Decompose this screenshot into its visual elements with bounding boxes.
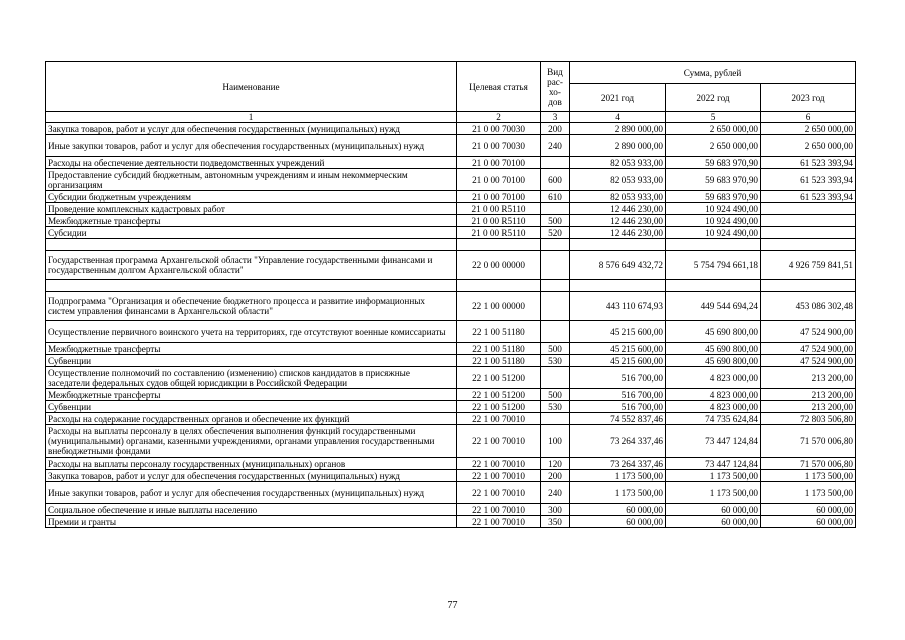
row-value-2023: 453 086 302,48 xyxy=(761,292,856,321)
header-name: Наименование xyxy=(46,62,457,112)
table-row xyxy=(46,389,856,401)
row-type: 520 xyxy=(541,227,570,239)
row-type: 530 xyxy=(541,401,570,413)
row-value-2021: 12 446 230,00 xyxy=(570,215,666,227)
row-value-2021: 74 552 837,46 xyxy=(570,413,666,425)
row-value-2022 xyxy=(666,280,761,292)
table-row xyxy=(46,425,856,458)
table-row xyxy=(46,413,856,425)
row-type: 610 xyxy=(541,191,570,203)
row-name: Субвенции xyxy=(46,401,457,413)
table-row xyxy=(46,321,856,343)
row-value-2023: 2 650 000,00 xyxy=(761,123,856,135)
row-value-2021: 82 053 933,00 xyxy=(570,169,666,191)
row-name: Предоставление субсидий бюджетным, автономным учреждениям и иным некоммерческим организациям xyxy=(46,169,457,191)
row-type: 200 xyxy=(541,123,570,135)
row-name xyxy=(46,239,457,251)
row-value-2022: 45 690 800,00 xyxy=(666,355,761,367)
row-name: Расходы на выплаты персоналу в целях обеспечения выполнения функций государственными (муниципальными) органами, казенными учреждениями, органами управления государственными внебюджетными фондами xyxy=(46,425,457,458)
row-type xyxy=(541,203,570,215)
row-value-2021: 2 890 000,00 xyxy=(570,135,666,157)
row-type: 100 xyxy=(541,425,570,458)
row-name: Межбюджетные трансферты xyxy=(46,215,457,227)
table-row xyxy=(46,516,856,528)
row-type: 200 xyxy=(541,470,570,482)
row-value-2023: 72 803 506,80 xyxy=(761,413,856,425)
row-type xyxy=(541,157,570,169)
row-code: 22 1 00 70010 xyxy=(457,425,541,458)
row-code: 22 0 00 00000 xyxy=(457,251,541,280)
table-row-empty xyxy=(46,280,856,292)
row-value-2023 xyxy=(761,203,856,215)
table-row xyxy=(46,191,856,203)
row-name: Субвенции xyxy=(46,355,457,367)
row-code: 22 1 00 70010 xyxy=(457,482,541,504)
row-value-2022: 1 173 500,00 xyxy=(666,470,761,482)
row-code: 21 0 00 70100 xyxy=(457,169,541,191)
row-type xyxy=(541,367,570,389)
header-sum: Сумма, рублей xyxy=(570,62,856,84)
row-value-2021: 82 053 933,00 xyxy=(570,157,666,169)
row-type xyxy=(541,292,570,321)
row-value-2022: 60 000,00 xyxy=(666,516,761,528)
row-value-2023: 60 000,00 xyxy=(761,516,856,528)
row-value-2023: 71 570 006,80 xyxy=(761,458,856,470)
column-number: 5 xyxy=(666,112,761,123)
row-value-2022: 73 447 124,84 xyxy=(666,458,761,470)
row-name: Подпрограмма "Организация и обеспечение бюджетного процесса и развитие информационных систем управления финансами в Архангельской области" xyxy=(46,292,457,321)
row-code: 22 1 00 70010 xyxy=(457,413,541,425)
row-code: 21 0 00 R5110 xyxy=(457,227,541,239)
row-value-2021: 8 576 649 432,72 xyxy=(570,251,666,280)
row-value-2023: 2 650 000,00 xyxy=(761,135,856,157)
row-name xyxy=(46,280,457,292)
row-value-2022: 45 690 800,00 xyxy=(666,343,761,355)
row-value-2021: 73 264 337,46 xyxy=(570,458,666,470)
row-value-2022: 59 683 970,90 xyxy=(666,169,761,191)
row-value-2022: 4 823 000,00 xyxy=(666,367,761,389)
row-value-2022: 59 683 970,90 xyxy=(666,191,761,203)
header-type: Вид рас-хо-дов xyxy=(541,62,570,112)
row-value-2023: 61 523 393,94 xyxy=(761,169,856,191)
table-row xyxy=(46,482,856,504)
table-row xyxy=(46,458,856,470)
row-value-2022: 2 650 000,00 xyxy=(666,135,761,157)
row-value-2022: 10 924 490,00 xyxy=(666,227,761,239)
row-code: 21 0 00 70030 xyxy=(457,135,541,157)
row-code: 22 1 00 00000 xyxy=(457,292,541,321)
row-value-2022: 5 754 794 661,18 xyxy=(666,251,761,280)
row-value-2022: 60 000,00 xyxy=(666,504,761,516)
page-number: 77 xyxy=(447,600,458,611)
row-value-2021: 73 264 337,46 xyxy=(570,425,666,458)
row-code: 22 1 00 51180 xyxy=(457,321,541,343)
row-value-2022: 45 690 800,00 xyxy=(666,321,761,343)
table-row xyxy=(46,157,856,169)
row-code: 22 1 00 51200 xyxy=(457,367,541,389)
row-type xyxy=(541,321,570,343)
row-type xyxy=(541,239,570,251)
row-value-2021 xyxy=(570,280,666,292)
header-year-2023: 2023 год xyxy=(761,84,856,112)
row-value-2023: 47 524 900,00 xyxy=(761,355,856,367)
row-value-2021: 516 700,00 xyxy=(570,401,666,413)
row-value-2023: 71 570 006,80 xyxy=(761,425,856,458)
row-value-2023 xyxy=(761,215,856,227)
row-value-2023: 1 173 500,00 xyxy=(761,482,856,504)
row-value-2021: 1 173 500,00 xyxy=(570,482,666,504)
row-value-2021 xyxy=(570,239,666,251)
row-value-2022: 4 823 000,00 xyxy=(666,401,761,413)
row-value-2023: 61 523 393,94 xyxy=(761,191,856,203)
row-name: Расходы на содержание государственных органов и обеспечение их функций xyxy=(46,413,457,425)
column-number: 6 xyxy=(761,112,856,123)
row-value-2023: 60 000,00 xyxy=(761,504,856,516)
table-row xyxy=(46,343,856,355)
row-code: 22 1 00 51200 xyxy=(457,401,541,413)
row-type: 120 xyxy=(541,458,570,470)
row-type: 500 xyxy=(541,215,570,227)
row-type: 240 xyxy=(541,135,570,157)
row-value-2023: 47 524 900,00 xyxy=(761,343,856,355)
row-value-2022: 74 735 624,84 xyxy=(666,413,761,425)
row-code: 22 1 00 70010 xyxy=(457,458,541,470)
header-year-2022: 2022 год xyxy=(666,84,761,112)
row-code: 22 1 00 51180 xyxy=(457,343,541,355)
row-type: 240 xyxy=(541,482,570,504)
column-number: 3 xyxy=(541,112,570,123)
row-code: 22 1 00 70010 xyxy=(457,516,541,528)
row-value-2021: 12 446 230,00 xyxy=(570,227,666,239)
row-type xyxy=(541,413,570,425)
table-row xyxy=(46,401,856,413)
row-code xyxy=(457,280,541,292)
table-row xyxy=(46,215,856,227)
row-name: Субсидии xyxy=(46,227,457,239)
row-code: 21 0 00 70030 xyxy=(457,123,541,135)
row-value-2021: 12 446 230,00 xyxy=(570,203,666,215)
table-row xyxy=(46,123,856,135)
row-value-2021: 2 890 000,00 xyxy=(570,123,666,135)
row-value-2021: 60 000,00 xyxy=(570,516,666,528)
row-name: Межбюджетные трансферты xyxy=(46,389,457,401)
row-value-2022: 449 544 694,24 xyxy=(666,292,761,321)
row-value-2021: 1 173 500,00 xyxy=(570,470,666,482)
row-value-2022: 10 924 490,00 xyxy=(666,203,761,215)
table-row xyxy=(46,504,856,516)
row-value-2023: 213 200,00 xyxy=(761,389,856,401)
column-number: 1 xyxy=(46,112,457,123)
row-name: Премии и гранты xyxy=(46,516,457,528)
row-value-2021: 45 215 600,00 xyxy=(570,321,666,343)
row-value-2023 xyxy=(761,280,856,292)
row-code: 21 0 00 R5110 xyxy=(457,215,541,227)
row-value-2021: 45 215 600,00 xyxy=(570,343,666,355)
row-code: 21 0 00 R5110 xyxy=(457,203,541,215)
row-value-2023: 61 523 393,94 xyxy=(761,157,856,169)
table-row xyxy=(46,355,856,367)
column-number: 2 xyxy=(457,112,541,123)
row-value-2023: 213 200,00 xyxy=(761,401,856,413)
row-value-2022: 59 683 970,90 xyxy=(666,157,761,169)
row-code: 21 0 00 70100 xyxy=(457,191,541,203)
row-code: 22 1 00 70010 xyxy=(457,470,541,482)
row-value-2021: 516 700,00 xyxy=(570,389,666,401)
row-type xyxy=(541,280,570,292)
row-value-2022: 73 447 124,84 xyxy=(666,425,761,458)
row-type: 500 xyxy=(541,389,570,401)
row-value-2021: 45 215 600,00 xyxy=(570,355,666,367)
row-value-2022: 4 823 000,00 xyxy=(666,389,761,401)
row-name: Иные закупки товаров, работ и услуг для обеспечения государственных (муниципальных) нужд xyxy=(46,482,457,504)
row-value-2021: 60 000,00 xyxy=(570,504,666,516)
row-type: 600 xyxy=(541,169,570,191)
row-value-2023: 47 524 900,00 xyxy=(761,321,856,343)
row-value-2021: 516 700,00 xyxy=(570,367,666,389)
row-name: Закупка товаров, работ и услуг для обеспечения государственных (муниципальных) нужд xyxy=(46,123,457,135)
row-code: 21 0 00 70100 xyxy=(457,157,541,169)
table-row-subprogram xyxy=(46,292,856,321)
row-value-2021: 82 053 933,00 xyxy=(570,191,666,203)
row-code xyxy=(457,239,541,251)
row-value-2023: 1 173 500,00 xyxy=(761,470,856,482)
row-name: Расходы на обеспечение деятельности подведомственных учреждений xyxy=(46,157,457,169)
row-type xyxy=(541,251,570,280)
row-type: 350 xyxy=(541,516,570,528)
row-type: 530 xyxy=(541,355,570,367)
row-code: 22 1 00 51200 xyxy=(457,389,541,401)
table-row xyxy=(46,367,856,389)
row-type: 300 xyxy=(541,504,570,516)
table-row xyxy=(46,135,856,157)
row-name: Социальное обеспечение и иные выплаты населению xyxy=(46,504,457,516)
row-value-2023: 213 200,00 xyxy=(761,367,856,389)
row-name: Осуществление полномочий по составлению (изменению) списков кандидатов в присяжные заседатели федеральных судов общей юрисдикции в Российской Федерации xyxy=(46,367,457,389)
table-row xyxy=(46,227,856,239)
row-value-2023 xyxy=(761,227,856,239)
header-code: Целевая статья xyxy=(457,62,541,112)
row-name: Расходы на выплаты персоналу государственных (муниципальных) органов xyxy=(46,458,457,470)
row-name: Межбюджетные трансферты xyxy=(46,343,457,355)
row-name: Иные закупки товаров, работ и услуг для обеспечения государственных (муниципальных) нужд xyxy=(46,135,457,157)
table-row-empty xyxy=(46,239,856,251)
row-type: 500 xyxy=(541,343,570,355)
row-name: Осуществление первичного воинского учета на территориях, где отсутствуют военные комиссариаты xyxy=(46,321,457,343)
table-row xyxy=(46,169,856,191)
table-row xyxy=(46,470,856,482)
row-name: Государственная программа Архангельской области "Управление государственными финансами и государственным долгом Архангельской области" xyxy=(46,251,457,280)
row-code: 22 1 00 70010 xyxy=(457,504,541,516)
row-value-2022: 1 173 500,00 xyxy=(666,482,761,504)
row-name: Проведение комплексных кадастровых работ xyxy=(46,203,457,215)
budget-table xyxy=(45,61,856,528)
row-value-2022: 2 650 000,00 xyxy=(666,123,761,135)
header-year-2021: 2021 год xyxy=(570,84,666,112)
table-row xyxy=(46,203,856,215)
row-name: Закупка товаров, работ и услуг для обеспечения государственных (муниципальных) нужд xyxy=(46,470,457,482)
row-value-2022: 10 924 490,00 xyxy=(666,215,761,227)
row-value-2023: 4 926 759 841,51 xyxy=(761,251,856,280)
row-code: 22 1 00 51180 xyxy=(457,355,541,367)
table-row-program xyxy=(46,251,856,280)
row-value-2023 xyxy=(761,239,856,251)
row-name: Субсидии бюджетным учреждениям xyxy=(46,191,457,203)
row-value-2021: 443 110 674,93 xyxy=(570,292,666,321)
column-number: 4 xyxy=(570,112,666,123)
row-value-2022 xyxy=(666,239,761,251)
